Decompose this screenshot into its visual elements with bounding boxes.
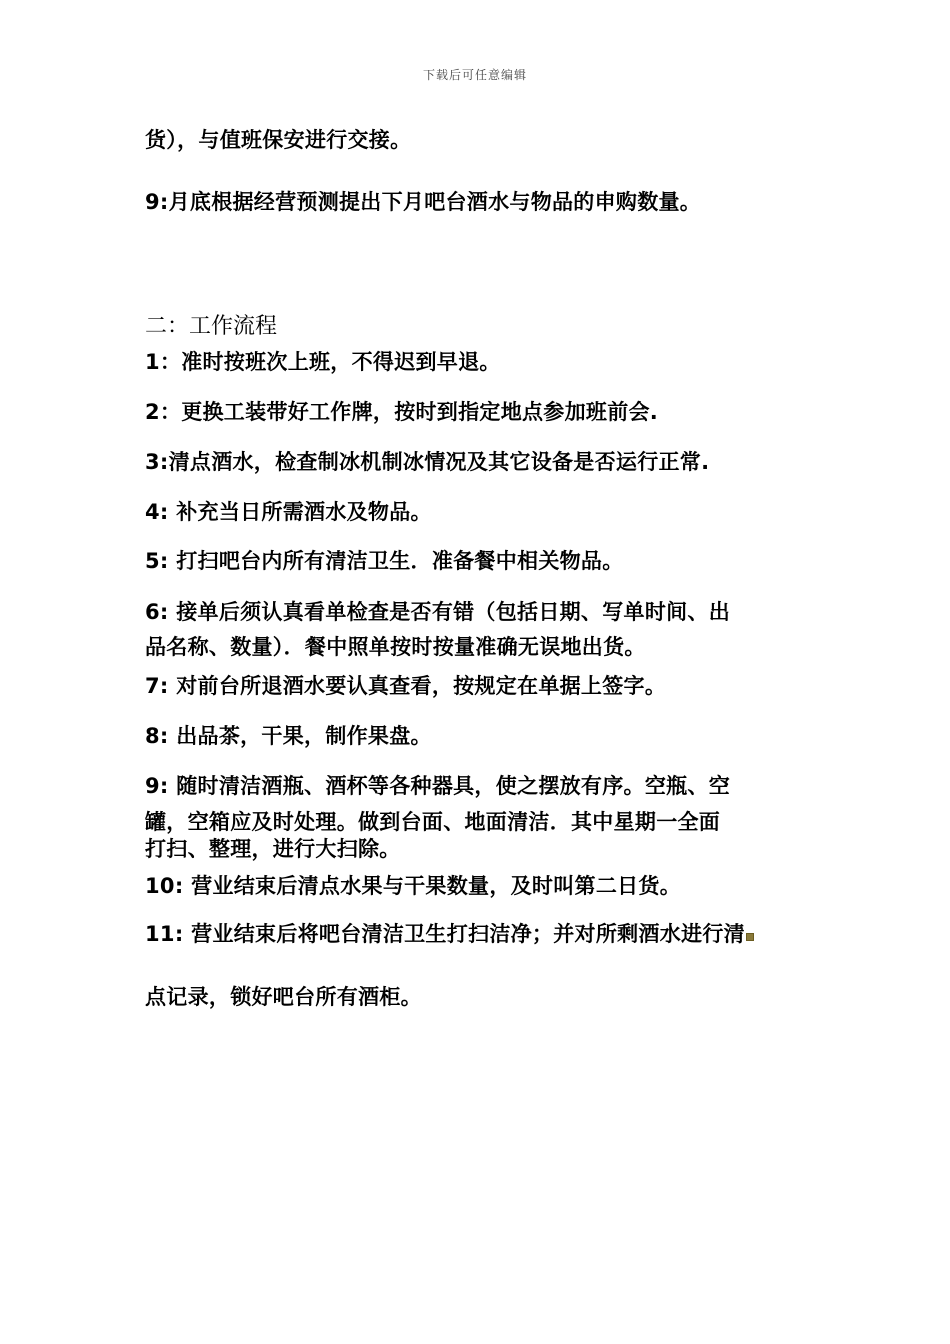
list-item: 4: 补充当日所需酒水及物品。	[145, 500, 432, 524]
list-item: 打扫、整理，进行大扫除。	[145, 837, 401, 861]
list-item: 10: 营业结束后清点水果与干果数量，及时叫第二日货。	[145, 874, 682, 898]
list-item: 8: 出品茶，干果，制作果盘。	[145, 724, 432, 748]
list-item: 7: 对前台所退酒水要认真查看，按规定在单据上签字。	[145, 674, 667, 698]
list-item: 9: 随时清洁酒瓶、酒杯等各种器具，使之摆放有序。空瓶、空	[145, 774, 731, 798]
list-item: 点记录，锁好吧台所有酒柜。	[145, 985, 422, 1009]
text-marker-icon	[746, 933, 754, 941]
list-item: 罐，空箱应及时处理。做到台面、地面清洁．其中星期一全面	[145, 810, 721, 834]
text-line: 货），与值班保安进行交接。	[145, 128, 412, 152]
list-item: 2：更换工装带好工作牌，按时到指定地点参加班前会.	[145, 400, 659, 424]
list-item: 6: 接单后须认真看单检查是否有错（包括日期、写单时间、出	[145, 600, 731, 624]
list-item-text: 11: 营业结束后将吧台清洁卫生打扫洁净；并对所剩酒水进行清	[145, 922, 745, 946]
list-item: 品名称、数量）．餐中照单按时按量准确无误地出货。	[145, 635, 646, 659]
page-header: 下载后可任意编辑	[422, 68, 527, 82]
list-item: 5: 打扫吧台内所有清洁卫生．准备餐中相关物品。	[145, 549, 624, 573]
text-line: 9:月底根据经营预测提出下月吧台酒水与物品的申购数量。	[145, 190, 702, 214]
list-item: 1：准时按班次上班，不得迟到早退。	[145, 350, 501, 374]
section-title: 二：工作流程	[145, 314, 278, 339]
list-item: 3:清点酒水，检查制冰机制冰情况及其它设备是否运行正常.	[145, 450, 710, 474]
list-item	[145, 918, 754, 948]
